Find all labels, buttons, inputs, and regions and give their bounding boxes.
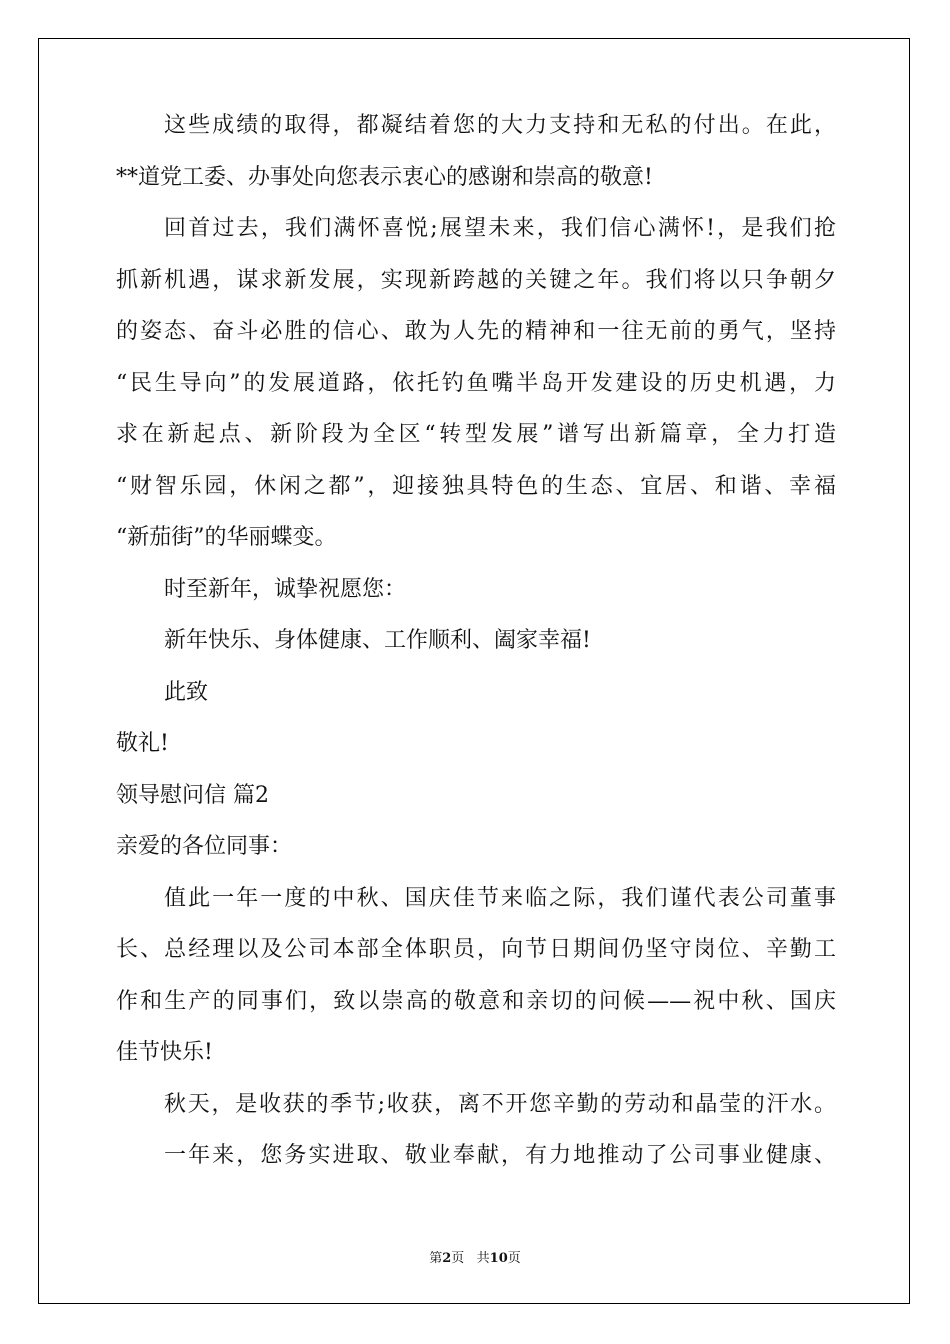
- section-heading: 领导慰问信 篇2: [116, 782, 269, 808]
- text-line: 的姿态、奋斗必胜的信心、敢为人先的精神和一往无前的勇气，坚持: [116, 319, 836, 344]
- text-line: 时至新年，诚挚祝愿您：: [164, 576, 407, 602]
- text-line: 回首过去，我们满怀喜悦;展望未来，我们信心满怀!，是我们抢: [164, 216, 836, 241]
- text-line: 秋天，是收获的季节;收获，离不开您辛勤的劳动和晶莹的汗水。: [164, 1091, 836, 1117]
- text-line: 这些成绩的取得，都凝结着您的大力支持和无私的付出。在此，: [164, 113, 836, 138]
- footer-prefix: 第: [429, 1251, 443, 1266]
- footer-page-number: 2: [442, 1251, 452, 1266]
- page-footer: [0, 1247, 950, 1266]
- footer-suffix: 页: [507, 1251, 521, 1266]
- text-line: 佳节快乐!: [116, 1040, 213, 1065]
- text-line: “财智乐园，休闲之都”，迎接独具特色的生态、宜居、和谐、幸福: [116, 473, 836, 499]
- text-line: 此致: [164, 679, 209, 705]
- text-line: “民生导向”的发展道路，依托钓鱼嘴半岛开发建设的历史机遇，力: [116, 370, 836, 396]
- text-line: 一年来，您务实进取、敬业奉献，有力地推动了公司事业健康、: [164, 1143, 836, 1168]
- text-line: “新茄街”的华丽蝶变。: [116, 525, 337, 550]
- text-line: 敬礼!: [116, 731, 169, 756]
- text-line: **道党工委、办事处向您表示衷心的感谢和崇高的敬意!: [116, 164, 653, 190]
- salutation: 亲爱的各位同事：: [116, 834, 293, 859]
- footer-mid: 页 共: [451, 1251, 490, 1266]
- text-line: 值此一年一度的中秋、国庆佳节来临之际，我们谨代表公司董事: [164, 885, 836, 911]
- text-line: 求在新起点、新阶段为全区“转型发展”谱写出新篇章，全力打造: [116, 422, 836, 447]
- text-line: 抓新机遇，谋求新发展，实现新跨越的关键之年。我们将以只争朝夕: [116, 267, 836, 293]
- text-line: 新年快乐、身体健康、工作顺利、阖家幸福!: [164, 628, 591, 653]
- document-body: [116, 113, 836, 1182]
- text-line: 长、总经理以及公司本部全体职员，向节日期间仍坚守岗位、辛勤工: [116, 937, 836, 962]
- text-line: 作和生产的同事们，致以崇高的敬意和亲切的问候——祝中秋、国庆: [116, 988, 836, 1014]
- footer-total-pages: 10: [489, 1251, 508, 1266]
